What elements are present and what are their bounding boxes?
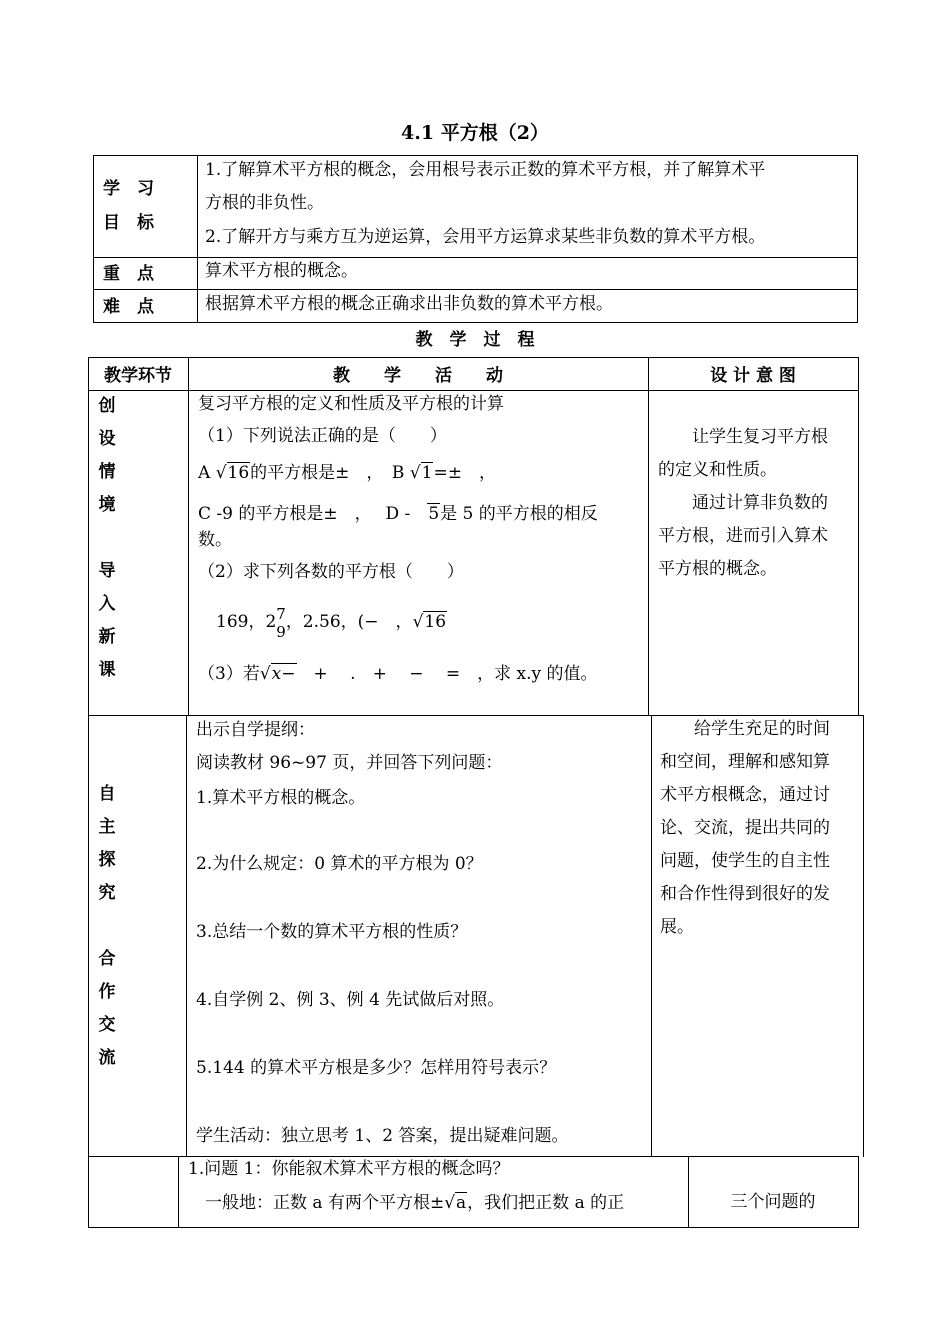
option-d-continued: 数。 (198, 530, 232, 550)
outline-item-5: 5.144 的算术平方根是多少？怎样用符号表示？ (196, 1058, 557, 1078)
section2-intent: 给学生充足的时间 和空间，理解和感知算 术平方根概念，通过讨 论、交流，提出共同的 问题，使学生的自主性 和合作性得到很好的发 展。 (660, 719, 830, 937)
outline-item-2: 2.为什么规定：0 算术的平方根为 0？ (196, 854, 483, 874)
header-stage: 教学环节 (104, 366, 172, 386)
header-intent: 设 计 意 图 (710, 366, 796, 386)
key-point-label: 重 点 (103, 264, 154, 284)
student-activity: 学生活动：独立思考 1、2 答案，提出疑难问题。 (196, 1126, 569, 1146)
review-heading: 复习平方根的定义和性质及平方根的计算 (198, 394, 504, 414)
outline-item-1: 1.算术平方根的概念。 (196, 788, 366, 808)
goal-label-line1: 学 习 (103, 179, 154, 199)
difficulty-label: 难 点 (103, 297, 154, 317)
header-activity: 教 学 活 动 (333, 366, 503, 386)
page-title: 4.1 平方根（2） (401, 122, 549, 144)
difficulty-text: 根据算术平方根的概念正确求出非负数的算术平方根。 (205, 294, 613, 314)
key-point-text: 算术平方根的概念。 (205, 261, 358, 281)
goal-text-1: 1.了解算术平方根的概念，会用根号表示正数的算术平方根，并了解算术平 (205, 160, 766, 180)
problem-1-definition: 一般地：正数 a 有两个平方根±√a，我们把正数 a 的正 (188, 1193, 625, 1213)
section3-intent: 三个问题的 (730, 1192, 816, 1212)
problem-1-question: 1.问题 1：你能叙术算术平方根的概念吗？ (188, 1159, 510, 1179)
outline-item-3: 3.总结一个数的算术平方根的性质？ (196, 922, 468, 942)
outline-item-4: 4.自学例 2、例 3、例 4 先试做后对照。 (196, 990, 505, 1010)
outline-reading: 阅读教材 96~97 页，并回答下列问题： (196, 753, 503, 773)
question-1: （1）下列说法正确的是（ ） (198, 426, 447, 446)
process-title: 教 学 过 程 (415, 330, 535, 350)
section1-intent: 让学生复习平方根 的定义和性质。 通过计算非负数的 平方根，进而引入算术 平方根的概念。 (658, 427, 828, 579)
section2-label: 自 主 探 究 合 作 交 流 (98, 784, 116, 1068)
question-3: （3）若√x− + . + − = ，求 x.y 的值。 (198, 664, 598, 684)
option-c-d: C -9 的平方根是± ， D - 5是 5 的平方根的相反 (198, 504, 598, 524)
option-a-b: A √16的平方根是± ， B √1=± ， (198, 463, 496, 483)
section1-label: 创 设 情 境 导 入 新 课 (98, 396, 116, 680)
question-2: （2）求下列各数的平方根（ ） (198, 562, 464, 582)
goal-label-line2: 目 标 (103, 213, 154, 233)
goal-text-3: 2.了解开方与乘方互为逆运算，会用平方运算求某些非负数的算术平方根。 (205, 227, 766, 247)
numbers-list: 169，27 9，2.56，(− ，√16 (216, 604, 447, 641)
goal-text-2: 方根的非负性。 (205, 193, 324, 213)
outline-heading: 出示自学提纲： (196, 720, 315, 740)
